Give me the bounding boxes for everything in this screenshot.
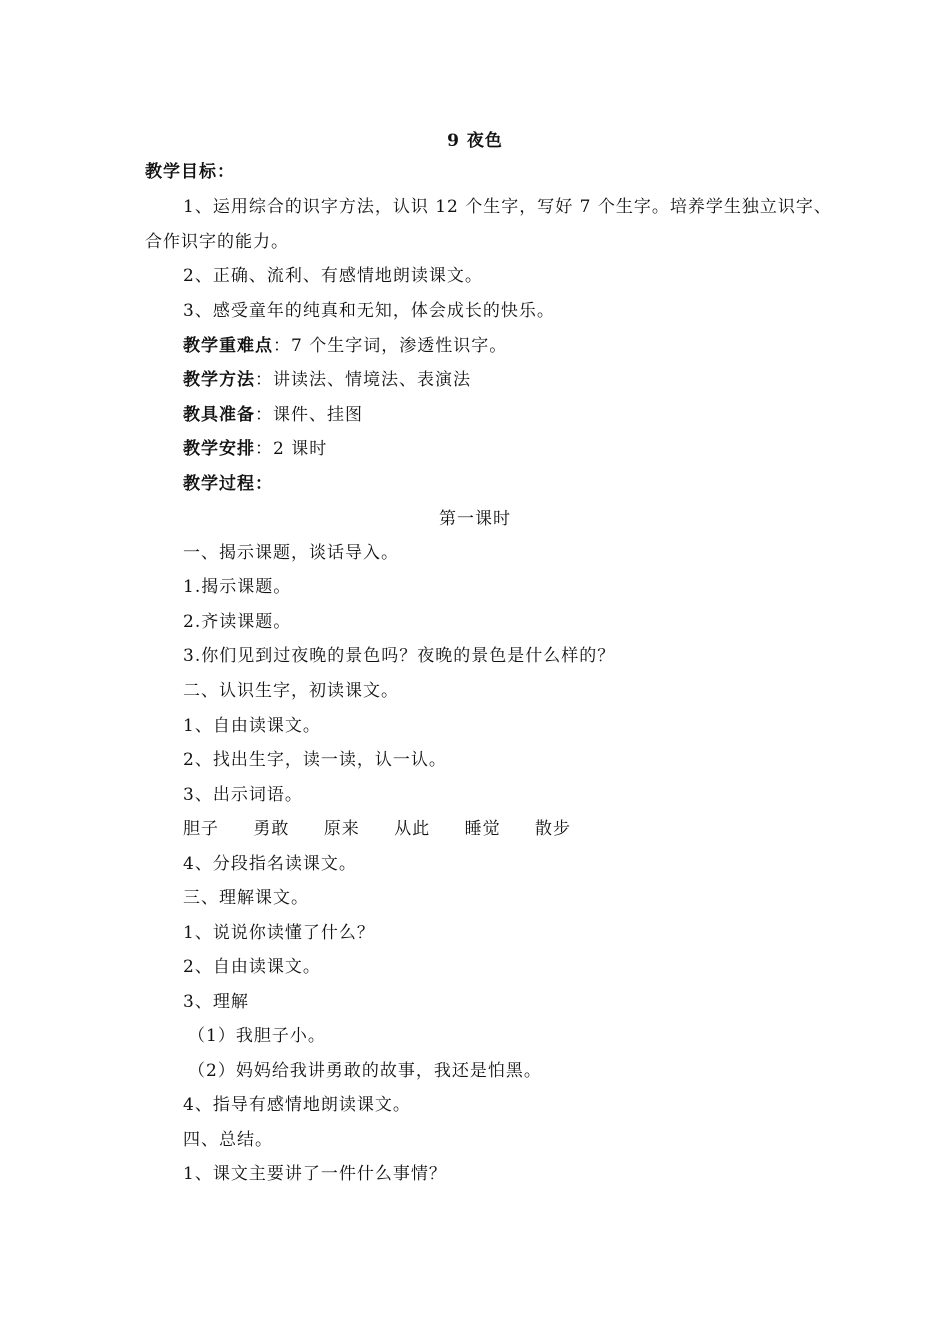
tools-label: 教具准备 xyxy=(183,405,255,425)
vocab-word: 散步 xyxy=(535,819,572,839)
methods-value: ：讲读法、情境法、表演法 xyxy=(255,370,471,390)
vocab-word: 原来 xyxy=(323,819,360,839)
section-3-subitem-2: （2）妈妈给我讲勇敢的故事，我还是怕黑。 xyxy=(188,1061,542,1081)
section-2-item-2: 2、找出生字，读一读，认一认。 xyxy=(183,750,447,770)
section-1-heading: 一、揭示课题，谈话导入。 xyxy=(183,543,399,563)
section-4-item-1: 1、课文主要讲了一件什么事情？ xyxy=(183,1164,447,1184)
section-2-item-1: 1、自由读课文。 xyxy=(183,716,321,736)
vocab-word: 勇敢 xyxy=(253,819,290,839)
schedule-label: 教学安排 xyxy=(183,439,255,459)
section-3-item-2: 2、自由读课文。 xyxy=(183,957,321,977)
methods-row xyxy=(183,368,810,392)
section-2-heading: 二、认识生字，初读课文。 xyxy=(183,681,399,701)
objective-3: 3、感受童年的纯真和无知，体会成长的快乐。 xyxy=(183,301,555,321)
objective-1-line-1: 1、运用综合的识字方法，认识 12 个生字，写好 7 个生字。培养学生独立识字、 xyxy=(183,197,832,217)
section-4-heading: 四、总结。 xyxy=(183,1130,273,1150)
section-2-item-4: 4、分段指名读课文。 xyxy=(183,854,357,874)
section-2-item-3: 3、出示词语。 xyxy=(183,785,303,805)
section-1-item-3: 3.你们见到过夜晚的景色吗？夜晚的景色是什么样的？ xyxy=(183,646,616,666)
methods-label: 教学方法 xyxy=(183,370,255,390)
section-3-heading: 三、理解课文。 xyxy=(183,888,309,908)
section-1-item-2: 2.齐读课题。 xyxy=(183,612,292,632)
lesson-period-title: 第一课时 xyxy=(439,509,511,529)
process-heading: 教学过程： xyxy=(183,474,273,494)
objective-1-line-2: 合作识字的能力。 xyxy=(145,232,289,252)
schedule-row xyxy=(183,437,810,461)
lesson-title: 9 夜色 xyxy=(447,131,503,151)
schedule-value: ：2 课时 xyxy=(255,439,328,459)
vocab-word: 从此 xyxy=(394,819,431,839)
section-1-item-1: 1.揭示课题。 xyxy=(183,577,292,597)
key-points-row xyxy=(183,334,810,358)
vocab-word: 胆子 xyxy=(183,819,219,839)
objectives-heading: 教学目标： xyxy=(145,162,235,182)
section-3-item-4: 4、指导有感情地朗读课文。 xyxy=(183,1095,411,1115)
tools-value: ：课件、挂图 xyxy=(255,405,363,425)
tools-row xyxy=(183,403,810,427)
vocab-word: 睡觉 xyxy=(464,819,501,839)
section-3-subitem-1: （1）我胆子小。 xyxy=(188,1026,326,1046)
vocabulary-words xyxy=(183,817,810,841)
section-3-item-3: 3、理解 xyxy=(183,992,249,1012)
objective-2: 2、正确、流利、有感情地朗读课文。 xyxy=(183,266,483,286)
key-points-value: ：7 个生字词，渗透性识字。 xyxy=(273,336,508,356)
section-3-item-1: 1、说说你读懂了什么？ xyxy=(183,923,375,943)
key-points-label: 教学重难点 xyxy=(183,336,273,356)
